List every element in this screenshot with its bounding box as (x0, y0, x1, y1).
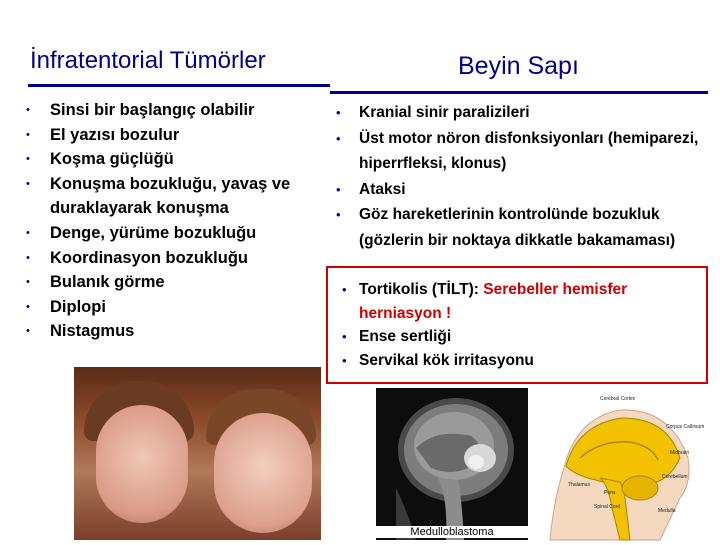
bullet-icon: • (342, 352, 347, 368)
right-bullet-list (333, 100, 703, 253)
bullet-icon: • (26, 153, 30, 166)
bullet-icon: • (336, 105, 341, 120)
list-item: • Koşma güçlüğü (26, 147, 326, 172)
label-spinal-cord: Spinal Cord (594, 504, 621, 510)
left-title-rule (28, 84, 330, 87)
list-item: • Bulanık görme (26, 270, 326, 295)
label-thalamus: Thalamus (568, 482, 590, 488)
herniation-note: Serebeller hemisfer herniasyon ! (359, 281, 628, 322)
bullet-icon: • (342, 329, 347, 344)
list-item: • Tortikolis (TİLT): Serebeller hemisfer herniasyon ! (340, 278, 700, 325)
bullet-icon: • (26, 251, 30, 264)
list-item: • Ataksi (333, 177, 703, 203)
left-bullet-list (26, 98, 326, 344)
list-item: • Nistagmus (26, 319, 326, 344)
bullet-icon: • (26, 300, 30, 313)
label-cerebral-cortex: Cerebral Cortex (600, 396, 636, 402)
left-title: İnfratentorial Tümörler (30, 47, 266, 74)
bullet-icon: • (336, 130, 341, 146)
bullet-icon: • (336, 181, 341, 197)
list-item: • Kranial sinir paralizileri (333, 100, 703, 126)
mri-image (376, 388, 528, 540)
label-midbrain: Midbrain (670, 450, 690, 456)
bullet-icon: • (336, 207, 341, 222)
list-item: • Ense sertliği (340, 325, 700, 349)
right-title: Beyin Sapı (458, 52, 579, 80)
child-face-right (214, 413, 312, 533)
list-item: • Denge, yürüme bozukluğu (26, 221, 326, 246)
bullet-icon: • (26, 128, 30, 141)
list-item: • Üst motor nöron disfonksiyonları (hemiparezi, hiperrfleksi, klonus) (333, 126, 703, 177)
brain-illustration (540, 388, 705, 540)
list-item: • Sinsi bir başlangıç olabilir (26, 98, 326, 123)
mri-scan-graphic (376, 388, 528, 540)
bullet-icon: • (26, 325, 30, 338)
right-title-rule (330, 91, 708, 94)
bullet-icon: • (26, 276, 30, 289)
label-medulla: Medulla (658, 508, 676, 514)
list-item: • Konuşma bozukluğu, yavaş ve duraklayarak konuşma (26, 172, 326, 221)
list-item: • Koordinasyon bozukluğu (26, 246, 326, 271)
list-item: • El yazısı bozulur (26, 123, 326, 148)
label-cerebellum: Cerebellum (662, 474, 688, 480)
label-pons: Pons (604, 490, 616, 496)
highlight-bullet-list (340, 278, 700, 372)
list-item: • Göz hareketlerinin kontrolünde bozukluk (gözlerin bir noktaya dikkatle bakamaması) (333, 202, 703, 253)
list-item: • Diplopi (26, 295, 326, 320)
mri-caption: Medulloblastoma (376, 526, 528, 538)
child-face-left (96, 405, 188, 523)
bullet-icon: • (342, 282, 347, 297)
bullet-icon: • (26, 226, 30, 239)
bullet-icon: • (26, 177, 30, 190)
bullet-icon: • (26, 104, 30, 116)
children-photo (74, 367, 321, 540)
label-corpus-callosum: Corpus Callosum (666, 424, 705, 430)
brain-diagram (540, 388, 705, 540)
list-item: • Servikal kök irritasyonu (340, 349, 700, 373)
